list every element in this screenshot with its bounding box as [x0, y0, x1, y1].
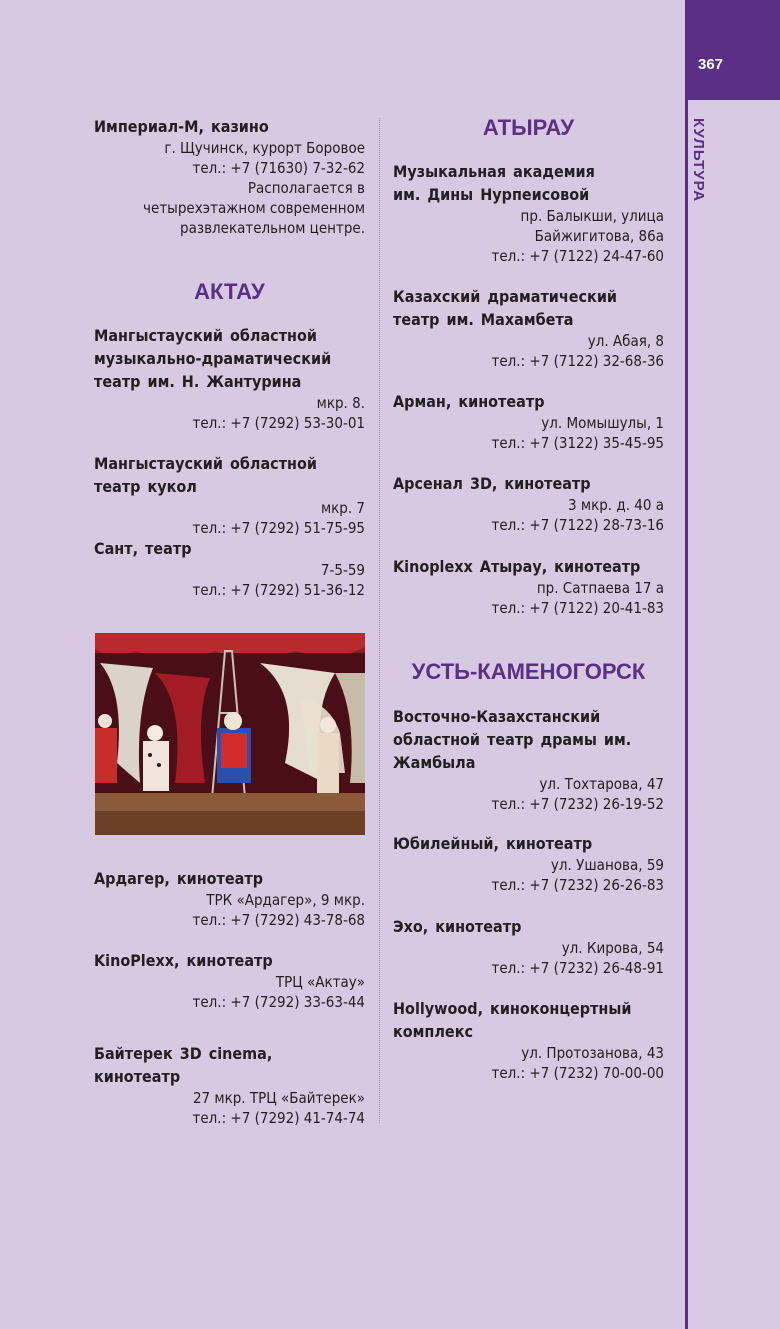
listing-address: 27 мкр. ТРЦ «Байтерек» — [192, 1089, 365, 1107]
listing-address: мкр. 8. — [316, 394, 365, 412]
listing-name: Арман, кинотеатр — [393, 392, 545, 411]
listing-mangystau-puppet-theatre — [94, 452, 365, 538]
listing-name: театр кукол — [94, 477, 197, 496]
listing-sant-theatre — [94, 537, 365, 600]
listing-address: ТРЦ «Актау» — [275, 973, 365, 991]
listing-address: г. Щучинск, курорт Боровое — [164, 139, 365, 157]
listing-arsenal-cinema — [393, 472, 664, 535]
listing-address: ул. Кирова, 54 — [561, 939, 664, 957]
listing-note: развлекательном центре. — [180, 219, 365, 237]
listing-phone: тел.: +7 (7232) 26-26-83 — [491, 876, 664, 894]
listing-phone: тел.: +7 (7232) 70-00-00 — [491, 1064, 664, 1082]
city-heading-atyrau: АТЫРАУ — [482, 115, 575, 140]
listing-ekho-cinema — [393, 915, 664, 978]
listing-name: Мангыстауский областной — [94, 326, 317, 345]
listing-address: мкр. 7 — [320, 499, 365, 517]
listing-address: ул. Момышулы, 1 — [541, 414, 664, 432]
listing-phone: тел.: +7 (7292) 53-30-01 — [192, 414, 365, 432]
listing-note: Располагается в — [247, 179, 365, 197]
listing-zhambyl-drama-theatre — [393, 705, 664, 814]
listing-address: ул. Ушанова, 59 — [550, 856, 664, 874]
listing-phone: тел.: +7 (7232) 26-48-91 — [491, 959, 664, 977]
listing-address: ул. Абая, 8 — [587, 332, 664, 350]
listing-name: Ардагер, кинотеатр — [94, 869, 264, 888]
listing-name: Hollywood, киноконцертный — [393, 999, 632, 1018]
listing-name: музыкально-драматический — [94, 349, 332, 368]
listing-name: KinoPlexx, кинотеатр — [94, 951, 273, 970]
listing-name: комплекс — [393, 1022, 473, 1041]
listing-name: Казахский драматический — [393, 287, 617, 306]
listing-name: кинотеатр — [94, 1067, 181, 1086]
listing-phone: тел.: +7 (7292) 33-63-44 — [192, 993, 365, 1011]
listing-name: Мангыстауский областной — [94, 454, 317, 473]
listing-yubileyny-cinema — [393, 832, 664, 895]
listing-address: ТРК «Ардагер», 9 мкр. — [206, 891, 365, 909]
listing-nurpeisova-academy — [393, 160, 664, 266]
listing-name: Kinoplexx Атырау, кинотеатр — [393, 557, 641, 576]
listing-name: театр им. Махамбета — [393, 310, 574, 329]
listing-phone: тел.: +7 (7292) 41-74-74 — [192, 1109, 365, 1127]
listing-makhambet-theatre — [393, 285, 664, 371]
listing-phone: тел.: +7 (7122) 24-47-60 — [491, 247, 664, 265]
section-tab: КУЛЬТУРА — [690, 118, 707, 203]
theatre-stage-photo — [95, 633, 365, 835]
listing-address: ул. Тохтарова, 47 — [539, 775, 664, 793]
listing-address: Байжигитова, 86а — [534, 227, 664, 245]
listing-address: пр. Балыкши, улица — [520, 207, 664, 225]
column-divider — [379, 118, 380, 1123]
listing-address: пр. Сатпаева 17 а — [536, 579, 664, 597]
city-heading-ust-kamenogorsk: УСТЬ-КАМЕНОГОРСК — [411, 659, 646, 684]
listing-name: областной театр драмы им. — [393, 730, 632, 749]
listing-phone: тел.: +7 (7122) 20-41-83 — [491, 599, 664, 617]
listing-name: Музыкальная академия — [393, 162, 595, 181]
listing-name: Восточно-Казахстанский — [393, 707, 601, 726]
listing-note: четырехэтажном современном — [143, 199, 365, 217]
listing-phone: тел.: +7 (7122) 28-73-16 — [491, 516, 664, 534]
listing-address: ул. Протозанова, 43 — [521, 1044, 664, 1062]
listing-ardager-cinema — [94, 867, 365, 930]
listing-phone: тел.: +7 (7292) 51-36-12 — [192, 581, 365, 599]
listing-arman-cinema — [393, 390, 664, 453]
listing-name: Эхо, кинотеатр — [393, 917, 522, 936]
listing-name: Жамбыла — [393, 753, 476, 772]
listing-phone: тел.: +7 (7122) 32-68-36 — [491, 352, 664, 370]
listing-name: Арсенал 3D, кинотеатр — [393, 474, 591, 493]
listing-kinoplexx-atyrau — [393, 555, 664, 618]
listing-name: Империал-М, казино — [94, 117, 269, 136]
listing-phone: тел.: +7 (7232) 26-19-52 — [491, 795, 664, 813]
listing-hollywood-complex — [393, 997, 664, 1083]
listing-address: 3 мкр. д. 40 а — [568, 496, 664, 514]
listing-phone: тел.: +7 (3122) 35-45-95 — [491, 434, 664, 452]
listing-kinoplexx-aktau — [94, 949, 365, 1012]
listing-phone: тел.: +7 (7292) 43-78-68 — [192, 911, 365, 929]
city-heading-aktau: АКТАУ — [194, 279, 265, 304]
listing-phone: тел.: +7 (71630) 7-32-62 — [192, 159, 365, 177]
listing-name: Юбилейный, кинотеатр — [393, 834, 593, 853]
listing-phone: тел.: +7 (7292) 51-75-95 — [192, 519, 365, 537]
page-number: 367 — [685, 0, 780, 100]
listing-name: театр им. Н. Жантурина — [94, 372, 302, 391]
listing-address: 7-5-59 — [320, 561, 365, 579]
listing-imperial-m — [94, 115, 365, 238]
listing-name: им. Дины Нурпеисовой — [393, 185, 590, 204]
listing-baiterek-cinema — [94, 1042, 365, 1128]
listing-name: Сант, театр — [94, 539, 192, 558]
listing-name: Байтерек 3D cinema, — [94, 1044, 273, 1063]
listing-mangystau-music-drama-theatre — [94, 324, 365, 433]
